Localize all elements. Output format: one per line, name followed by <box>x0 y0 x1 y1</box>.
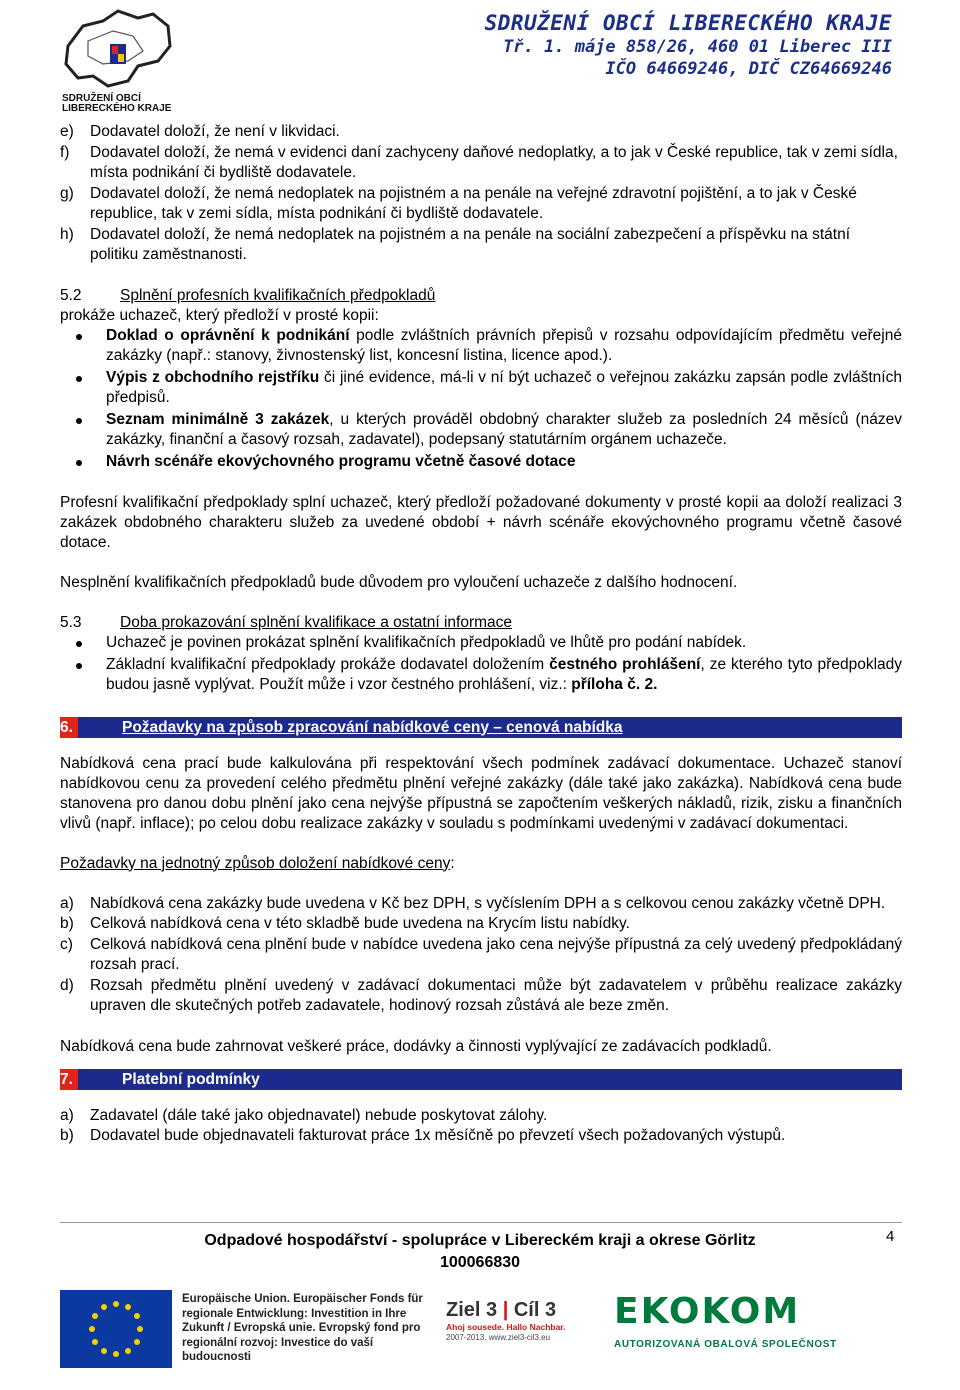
page-number: 4 <box>886 1228 895 1245</box>
association-logo <box>58 6 178 116</box>
logo-text-line2: LIBERECKÉHO KRAJE <box>62 103 172 114</box>
section-6-paragraph: Nabídková cena prací bude kalkulována při respektování všech podmínek zadávací dokumentace. Uchazeč stanoví nabídkovou cenu za provedení celého předmětu plnění veřejné zakázky (dále také jako zakázka). Nabídková cena bude stanovena pro danou dobu plnění jako cena nejvýše přípustná se započtením veškerých nákladů, rizik, zisku a finančních vlivů (např. inflace); po celou dobu realizace zakázky v souladu s podmínkami uvedenými v zadávací dokumentaci. <box>60 754 902 832</box>
organization-name: SDRUŽENÍ OBCÍ LIBERECKÉHO KRAJE <box>484 11 892 35</box>
organization-address: Tř. 1. máje 858/26, 460 01 Liberec III <box>503 37 892 57</box>
section-5-2-intro: prokáže uchazeč, který předloží v prosté kopii: <box>60 306 379 324</box>
list-item: c) Celková nabídková cena plnění bude v nabídce uvedena jako cena nejvýše přípustná za celý uvedený předpokládaný rozsah prací. <box>60 935 902 973</box>
list-item: Seznam minimálně 3 zakázek, u kterých prováděl obdobný charakter služeb za posledních 24 měsíců (název zakázky, finanční a časový rozsah, zadavatel), podepsaný statutárním orgánem uchazeče. <box>60 410 902 451</box>
page-header <box>0 0 960 118</box>
qualification-list <box>60 122 902 266</box>
list-item: g) Dodavatel doloží, že nemá nedoplatek na pojistném a na penále na veřejné zdravotní pojištění, a to jak v České republice, tak v zemi sídla, místa podnikání či bydliště dodavatele. <box>60 184 857 222</box>
footer-project-title: Odpadové hospodářství - spolupráce v Libereckém kraji a okrese Görlitz 100066830 <box>204 1232 756 1271</box>
list-item: Výpis z obchodního rejstříku či jiné evidence, má-li v ní být uchazeč o veřejnou zakázku zapsán podle zvláštních předpisů. <box>60 368 902 409</box>
ziel3-logo: Ziel 3 | Cíl 3 Ahoj sousede. Hallo Nachbar. 2007-2013. www.ziel3-cil3.eu <box>446 1299 566 1342</box>
list-item: h) Dodavatel doloží, že nemá nedoplatek na pojistném a na penále na sociální zabezpečení a příspěvku na státní politiku zaměstnanosti. <box>60 225 850 263</box>
list-item: f) Dodavatel doloží, že nemá v evidenci daní zachyceny daňové nedoplatky, a to jak v České republice, tak v zemi sídla, místa podnikání či bydliště dodavatele. <box>60 143 898 181</box>
list-item: Doklad o oprávnění k podnikání podle zvláštních právních přepisů v rozsahu odpovídajícím předmětu veřejné zakázky (např.: stanovy, živnostenský list, koncesní listina, licence apod.). <box>60 326 902 367</box>
eu-logo <box>60 1290 436 1370</box>
eu-fund-text: Europäische Union. Europäischer Fonds für regionale Entwicklung: Investition in Ihre Zukunft / Evropská unie. Evropský fond pro regionální rozvoj: Investice do vaší budoucnosti <box>182 1293 423 1363</box>
document-body <box>60 122 902 1147</box>
organization-ids: IČO 64669246, DIČ CZ64669246 <box>605 59 892 79</box>
section-5-2-paragraph: Profesní kvalifikační předpoklady splní uchazeč, který předloží požadované dokumenty v prosté kopii aa doloží realizaci 3 zakázek obdobného charakteru služeb za uvedené období + návrh scénáře ekovýchovného programu včetně časové dotace. <box>60 494 902 551</box>
list-item: b) Dodavatel bude objednavateli fakturovat práce 1x měsíčně po převzetí všech požadovaných výstupů. <box>60 1127 786 1144</box>
list-item: b) Celková nabídková cena v této skladbě bude uvedena na Krycím listu nabídky. <box>60 915 630 932</box>
organization-info <box>485 10 892 80</box>
section-6-heading: 6. Požadavky na způsob zpracování nabídkové ceny – cenová nabídka <box>60 717 902 738</box>
section-7-heading: 7. Platební podmínky <box>60 1069 902 1090</box>
region-map-icon <box>58 6 178 96</box>
list-item: d) Rozsah předmětu plnění uvedený v zadávací dokumentaci může být zadavatelem v průběhu realizace zakázky upraven dle skutečných potřeb zadavatele, hodinový rozsah zůstává ale beze změn. <box>60 976 902 1014</box>
list-item: a) Nabídková cena zakázky bude uvedena v Kč bez DPH, s vyčíslením DPH a s celkovou cenou zakázky včetně DPH. <box>60 894 886 912</box>
list-item: e) Dodavatel doloží, že není v likvidaci. <box>60 123 340 140</box>
price-requirements-heading: Požadavky na jednotný způsob doložení nabídkové ceny: <box>60 854 455 872</box>
footer-divider <box>60 1222 902 1223</box>
list-item: Základní kvalifikační předpoklady prokáže dodavatel doložením čestného prohlášení, ze kterého tyto předpoklady budou jasně vyplývat. Použít může i vzor čestného prohlášení, viz.: příloha č. 2. <box>60 655 902 696</box>
list-item: Uchazeč je povinen prokázat splnění kvalifikačních předpokladů ve lhůtě pro podání nabídek. <box>60 633 902 654</box>
ekokom-logo: EKOKOM AUTORIZOVANÁ OBALOVÁ SPOLEČNOST <box>614 1291 837 1350</box>
eu-flag-icon <box>60 1290 172 1368</box>
section-6-closing: Nabídková cena bude zahrnovat veškeré práce, dodávky a činnosti vyplývající ze zadávacích podkladů. <box>60 1037 772 1055</box>
list-item: a) Zadavatel (dále také jako objednavatel) nebude poskytovat zálohy. <box>60 1106 548 1124</box>
logo-text-line1: SDRUŽENÍ OBCÍ <box>62 93 141 104</box>
list-item: Návrh scénáře ekovýchovného programu včetně časové dotace <box>60 452 902 473</box>
section-5-3-heading: 5.3 Doba prokazování splnění kvalifikace a ostatní informace <box>60 614 513 631</box>
section-5-2-heading: 5.2 Splnění profesních kvalifikačních předpokladů <box>60 286 436 304</box>
section-5-2-note: Nesplnění kvalifikačních předpokladů bude důvodem pro vyloučení uchazeče z dalšího hodnocení. <box>60 574 738 591</box>
